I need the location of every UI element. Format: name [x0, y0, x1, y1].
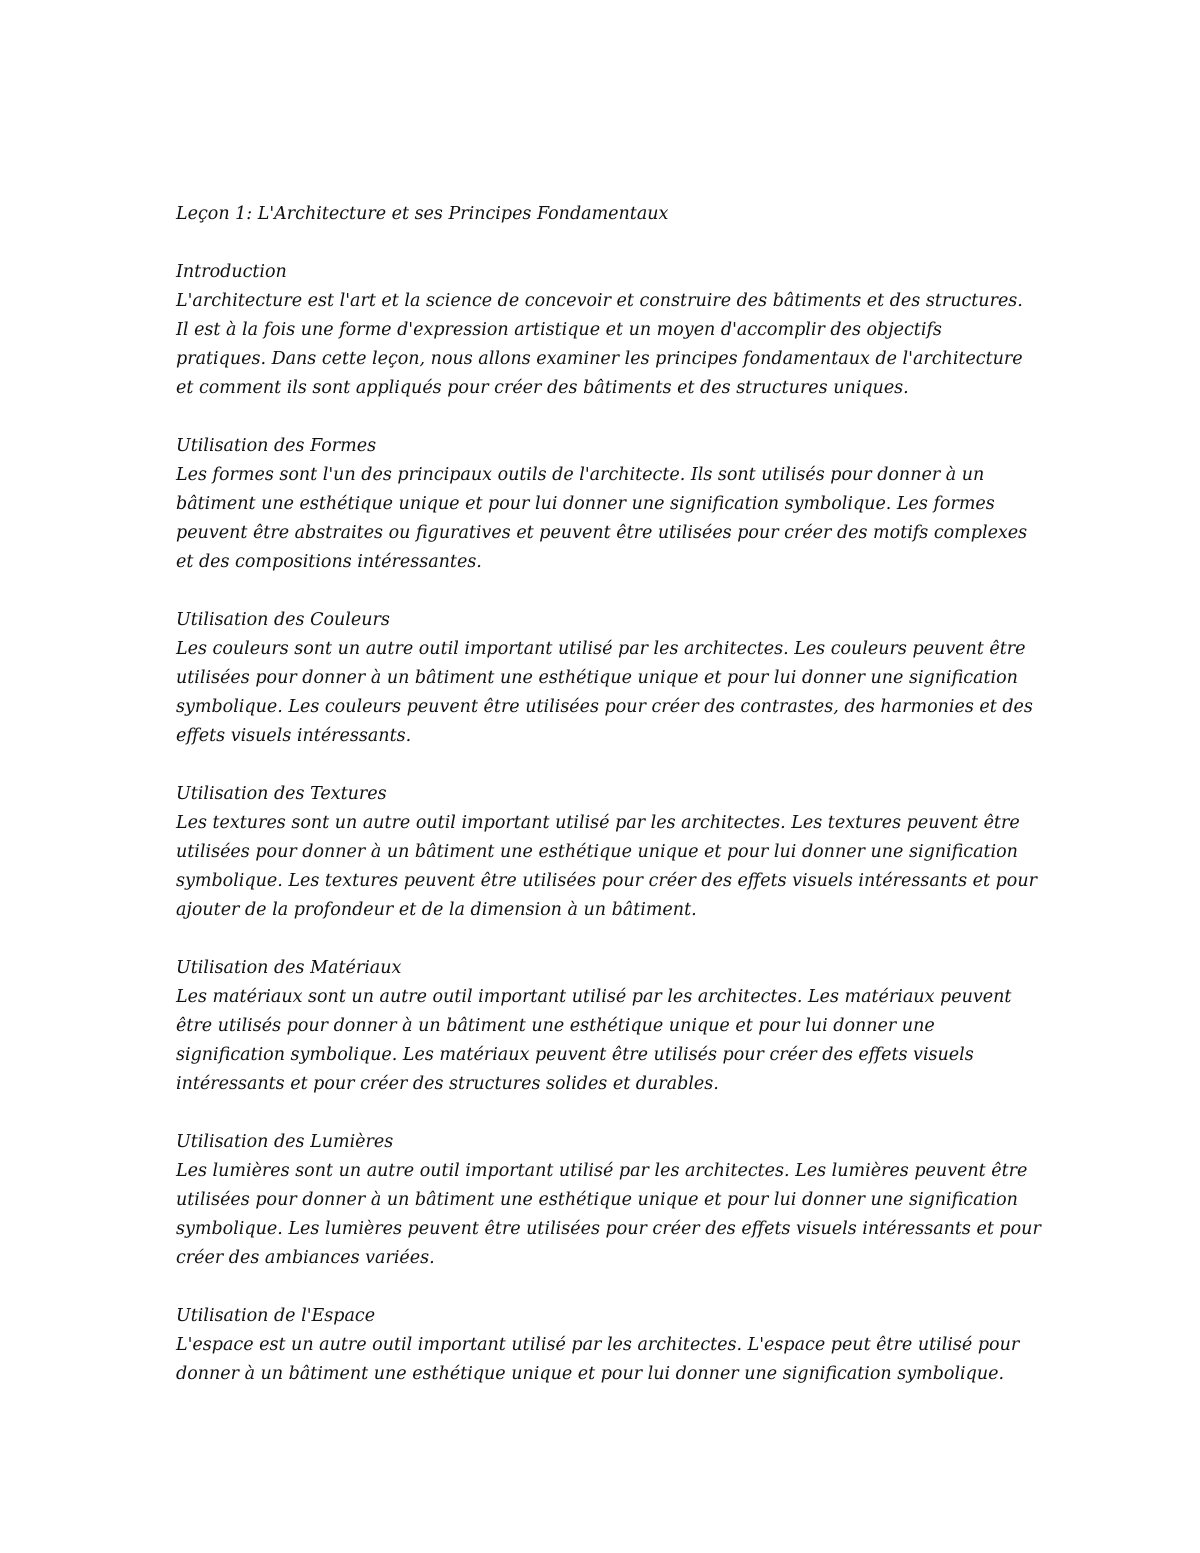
paragraph-line: utilisées pour donner à un bâtiment une esthétique unique et pour lui donner une signification — [176, 1190, 1018, 1210]
paragraph-line: intéressants et pour créer des structures solides et durables. — [176, 1074, 719, 1094]
paragraph-line: Les lumières sont un autre outil important utilisé par les architectes. Les lumières peuvent être — [176, 1161, 1028, 1181]
section-heading: Utilisation de l'Espace — [176, 1306, 376, 1326]
paragraph-line: ajouter de la profondeur et de la dimension à un bâtiment. — [176, 900, 697, 920]
paragraph-line: pratiques. Dans cette leçon, nous allons examiner les principes fondamentaux de l'architecture — [176, 349, 1023, 369]
paragraph-line: Les formes sont l'un des principaux outils de l'architecte. Ils sont utilisés pour donner à un — [176, 465, 985, 485]
section-heading: Utilisation des Formes — [176, 436, 377, 456]
paragraph-line: peuvent être abstraites ou figuratives et peuvent être utilisées pour créer des motifs complexes — [176, 523, 1028, 543]
paragraph-line: symbolique. Les couleurs peuvent être utilisées pour créer des contrastes, des harmonies et des — [176, 697, 1033, 717]
paragraph-line: signification symbolique. Les matériaux peuvent être utilisés pour créer des effets visuels — [176, 1045, 974, 1065]
document-page — [176, 200, 1041, 1418]
section-materiaux — [176, 954, 1036, 1099]
section-heading: Utilisation des Lumières — [176, 1132, 394, 1152]
paragraph-line: être utilisés pour donner à un bâtiment une esthétique unique et pour lui donner une — [176, 1016, 935, 1036]
paragraph-line: bâtiment une esthétique unique et pour lui donner une signification symbolique. Les formes — [176, 494, 995, 514]
section-introduction — [176, 258, 1036, 403]
paragraph-line: donner à un bâtiment une esthétique unique et pour lui donner une signification symbolique. — [176, 1364, 1005, 1384]
paragraph-line: utilisées pour donner à un bâtiment une esthétique unique et pour lui donner une signification — [176, 668, 1018, 688]
paragraph-line: symbolique. Les textures peuvent être utilisées pour créer des effets visuels intéressants et pour — [176, 871, 1037, 891]
paragraph-line: créer des ambiances variées. — [176, 1248, 435, 1268]
paragraph-line: effets visuels intéressants. — [176, 726, 412, 746]
section-lumieres — [176, 1128, 1041, 1273]
section-heading: Introduction — [176, 262, 287, 282]
section-heading: Utilisation des Matériaux — [176, 958, 402, 978]
section-heading: Utilisation des Couleurs — [176, 610, 390, 630]
document-title: Leçon 1: L'Architecture et ses Principes Fondamentaux — [176, 204, 669, 224]
section-formes — [176, 432, 1036, 577]
paragraph-line: Il est à la fois une forme d'expression artistique et un moyen d'accomplir des objectifs — [176, 320, 942, 340]
paragraph-line: Les matériaux sont un autre outil important utilisé par les architectes. Les matériaux peuvent — [176, 987, 1012, 1007]
paragraph-line: et comment ils sont appliqués pour créer des bâtiments et des structures uniques. — [176, 378, 909, 398]
paragraph-line: symbolique. Les lumières peuvent être utilisées pour créer des effets visuels intéressants et pour — [176, 1219, 1041, 1239]
paragraph-line: utilisées pour donner à un bâtiment une esthétique unique et pour lui donner une signification — [176, 842, 1018, 862]
section-textures — [176, 780, 1036, 925]
section-heading: Utilisation des Textures — [176, 784, 387, 804]
section-couleurs — [176, 606, 1036, 751]
section-espace — [176, 1302, 1036, 1389]
paragraph-line: L'espace est un autre outil important utilisé par les architectes. L'espace peut être utilisé pour — [176, 1335, 1020, 1355]
paragraph-line: Les couleurs sont un autre outil important utilisé par les architectes. Les couleurs peuvent être — [176, 639, 1026, 659]
paragraph-line: Les textures sont un autre outil important utilisé par les architectes. Les textures peuvent être — [176, 813, 1020, 833]
paragraph-line: L'architecture est l'art et la science de concevoir et construire des bâtiments et des structures. — [176, 291, 1023, 311]
paragraph-line: et des compositions intéressantes. — [176, 552, 482, 572]
